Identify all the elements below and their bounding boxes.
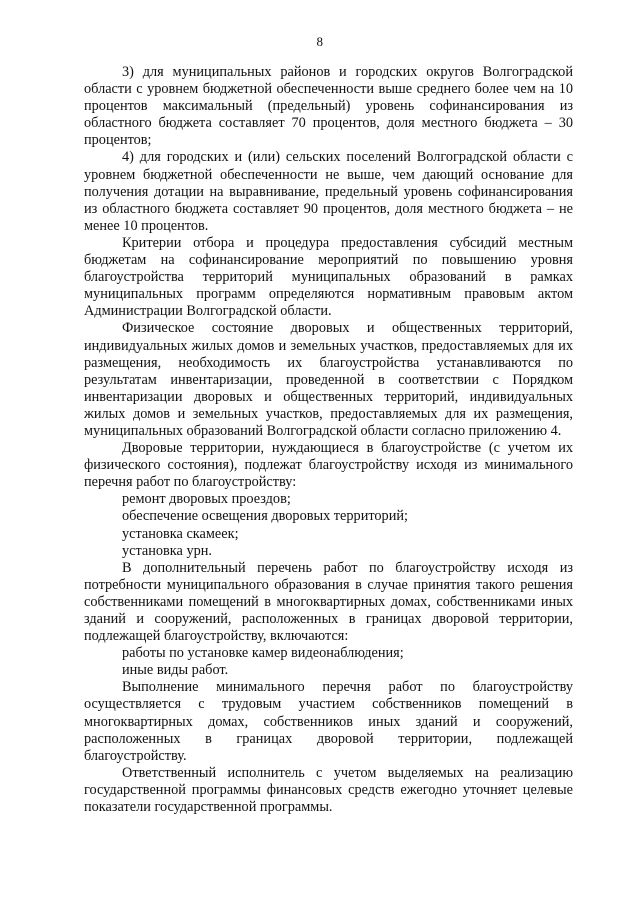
list-item: ремонт дворовых проездов; [122, 491, 291, 508]
paragraph-item-4: 4) для городских и (или) сельских поселений Волгоградской области с уровнем бюджетной обеспеченности не выше, чем дающий основание для получения дотации на выравнивание, предельный уровень софинансирования из областного бюджета составляет 90 процентов, доля местного бюджета – не менее 10 процентов. [84, 149, 573, 234]
additional-works-list [84, 645, 573, 679]
document-body [84, 64, 573, 816]
list-item: иные виды работ. [122, 662, 229, 679]
paragraph-courtyard-territories: Дворовые территории, нуждающиеся в благоустройстве (с учетом их физического состояния), подлежат благоустройству исходя из минимального перечня работ по благоустройству: [84, 440, 573, 491]
paragraph-item-3: 3) для муниципальных районов и городских округов Волгоградской области с уровнем бюджетной обеспеченности выше среднего более чем на 10 процентов максимальный (предельный) уровень софинансирования из областного бюджета составляет 70 процентов, доля местного бюджета – 30 процентов; [84, 64, 573, 149]
paragraph-additional-works: В дополнительный перечень работ по благоустройству исходя из потребности муниципального образования в случае принятия такого решения собственниками помещений в многоквартирных домах, собственниками иных зданий и сооружений, расположенных в границах дворовой территории, подлежащей благоустройству, включаются: [84, 559, 573, 645]
paragraph-responsible-executor: Ответственный исполнитель с учетом выделяемых на реализацию государственной программы финансовых средств ежегодно уточняет целевые показатели государственной программы. [84, 764, 573, 816]
minimal-works-list [84, 491, 573, 559]
page-number: 8 [316, 34, 324, 49]
list-item: установка урн. [122, 542, 212, 559]
list-item: обеспечение освещения дворовых территорий; [122, 508, 408, 525]
list-item: работы по установке камер видеонаблюдения; [122, 645, 404, 662]
paragraph-subsidy-criteria: Критерии отбора и процедура предоставления субсидий местным бюджетам на софинансирование мероприятий по повышению уровня благоустройства территорий муниципальных образований в рамках муниципальных программ определяются нормативным правовым актом Администрации Волгоградской области. [84, 234, 573, 320]
list-item: установка скамеек; [122, 525, 239, 542]
paragraph-labor-participation: Выполнение минимального перечня работ по благоустройству осуществляется с трудовым участием собственников помещений в многоквартирных домах, собственников иных зданий и сооружений, расположенных в границах дворовой территории, подлежащей благоустройству. [84, 679, 573, 764]
paragraph-physical-condition: Физическое состояние дворовых и общественных территорий, индивидуальных жилых домов и земельных участков, предоставляемых для их размещения, необходимость их благоустройства устанавливаются по результатам инвентаризации, проведенной в соответствии с Порядком инвентаризации дворовых и общественных территорий, индивидуальных жилых домов и земельных участков, предоставляемых для их размещения, муниципальных образований Волгоградской области согласно приложению 4. [84, 320, 573, 439]
